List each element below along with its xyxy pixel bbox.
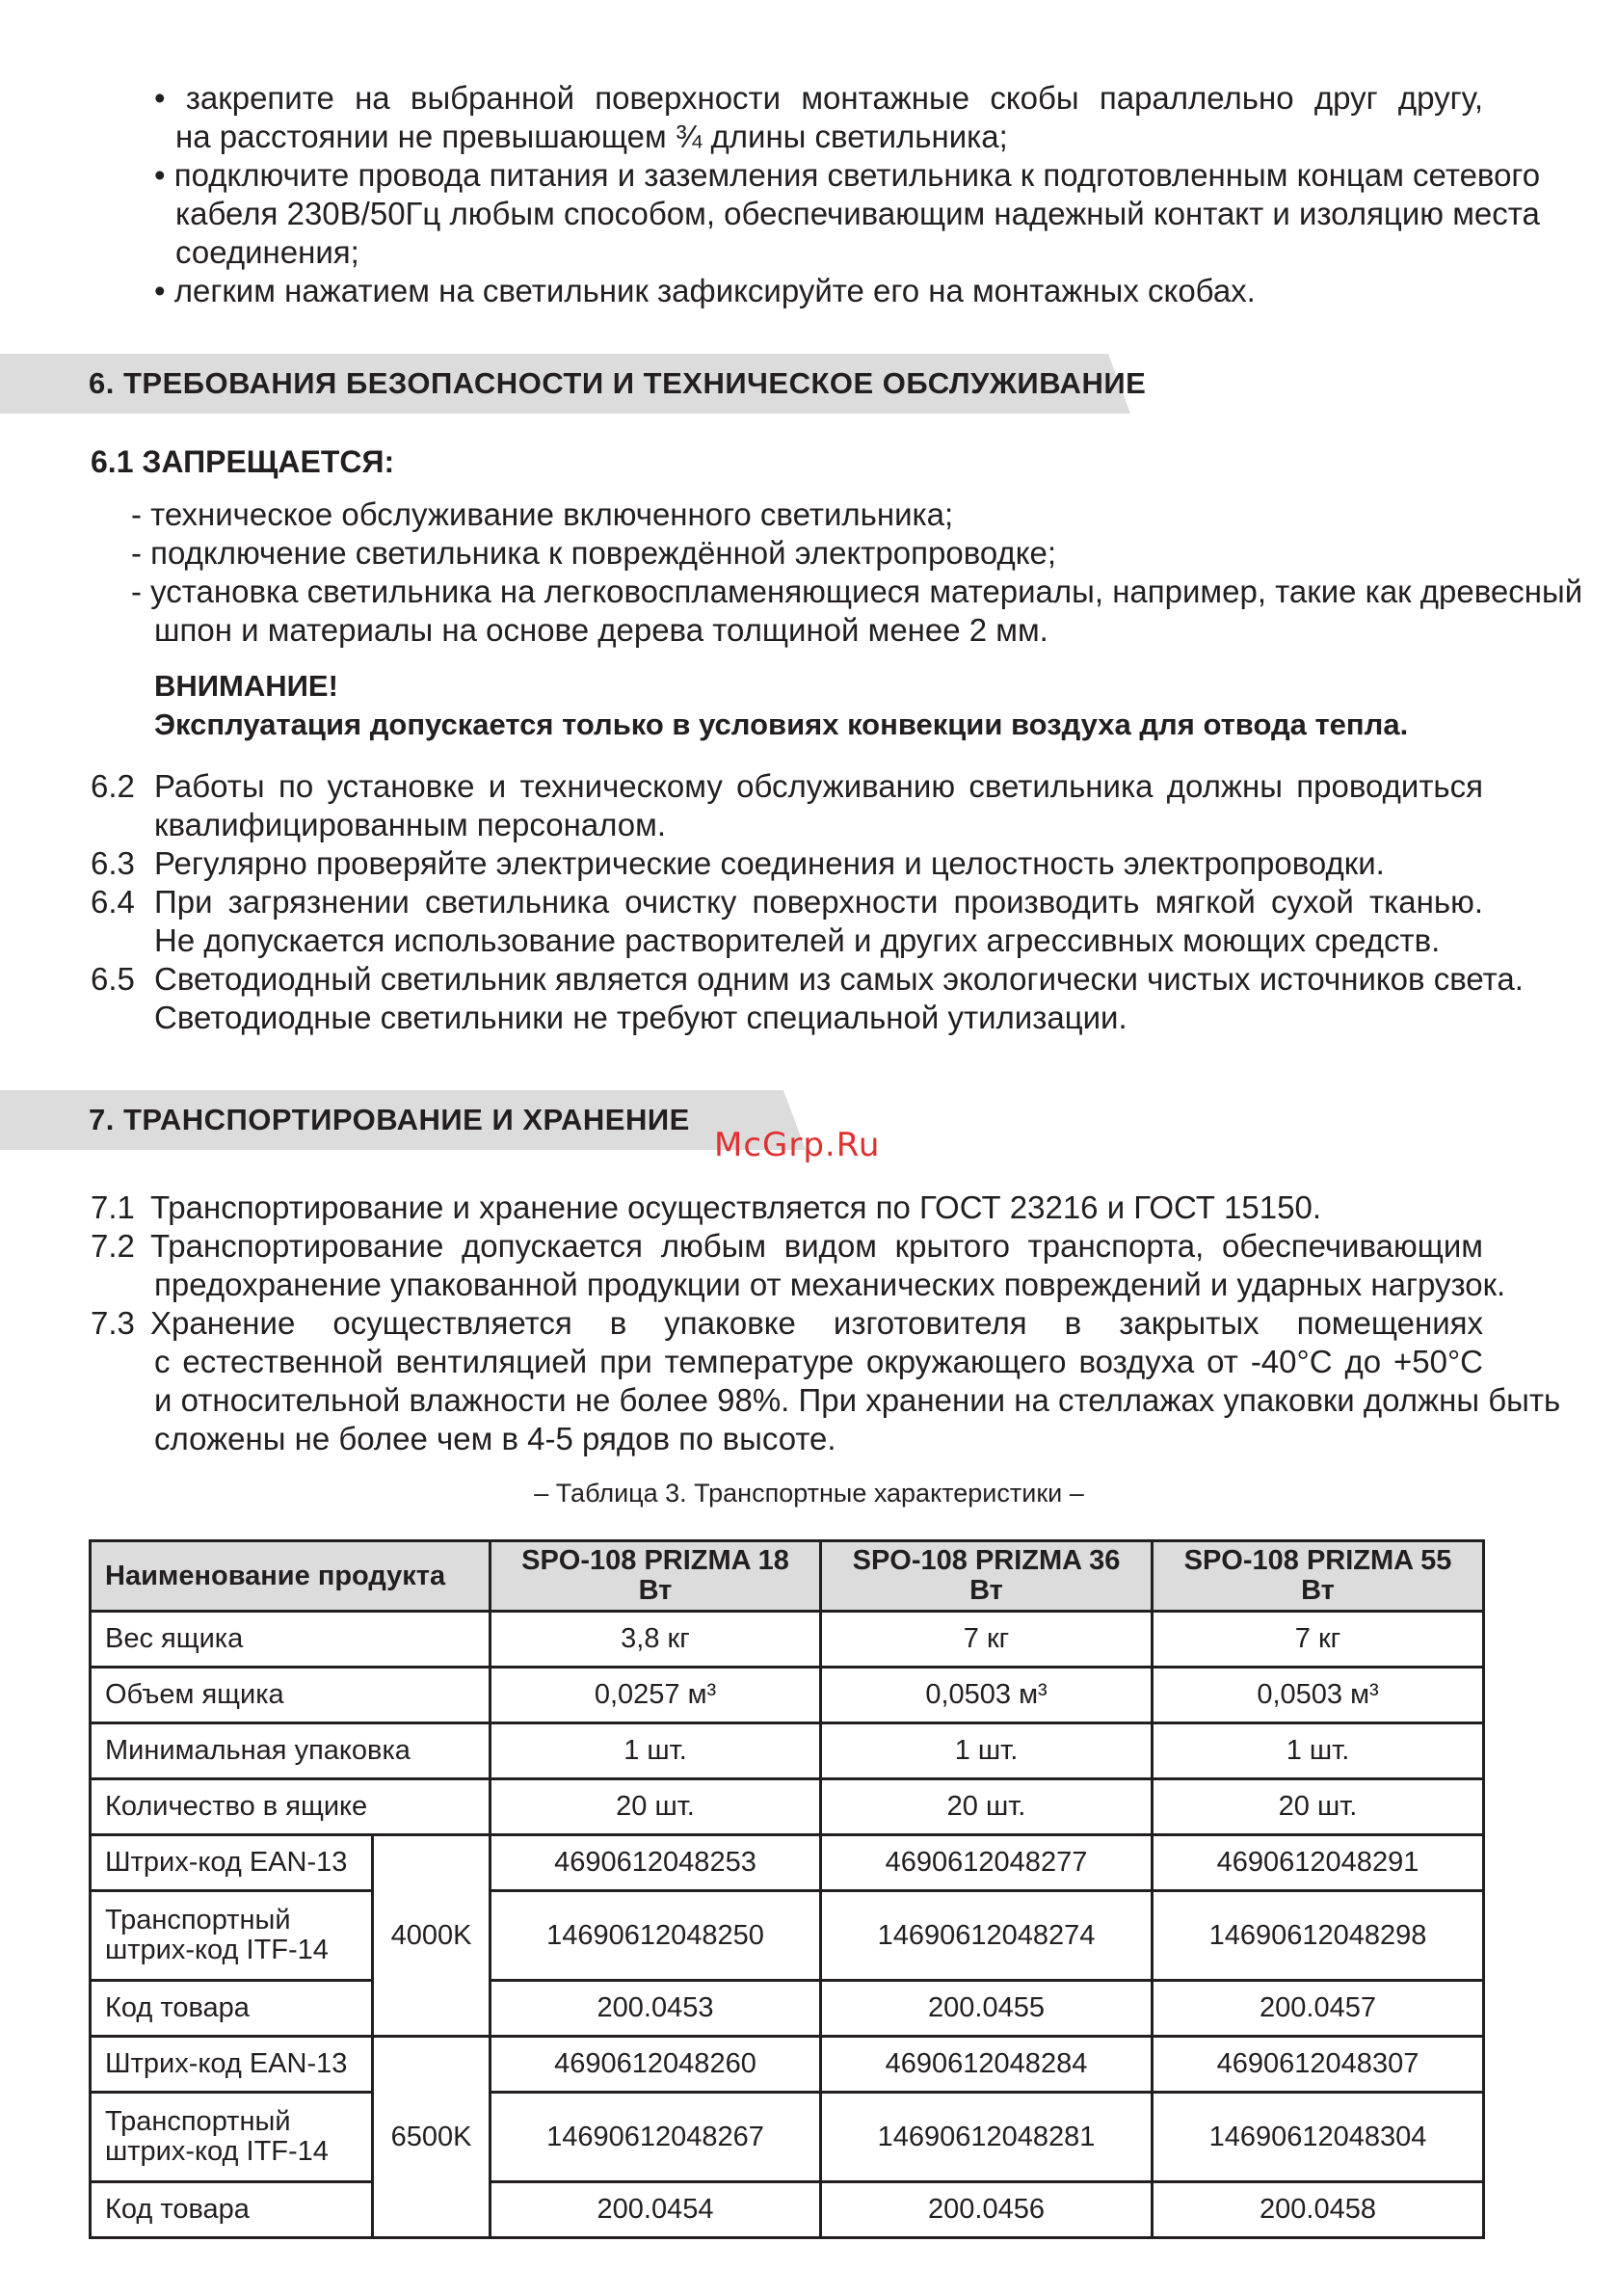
- item-6-5-text: Светодиодный светильник является одним из самых экологически чистых источников света.: [154, 961, 1524, 997]
- row-label: Объем ящика: [91, 1668, 491, 1723]
- cell: 4690612048260: [491, 2037, 821, 2093]
- prohibited-item-cont: шпон и материалы на основе дерева толщиной менее 2 мм.: [154, 612, 1048, 648]
- bullet-2-cont: [175, 195, 1540, 233]
- bullet-2-line-2: кабеля 230В/50Гц любым способом, обеспечивающим надежный контакт и изоляцию места: [175, 196, 1540, 231]
- row-label: Штрих-код EAN-13: [91, 2037, 373, 2093]
- table-row: [91, 1723, 1484, 1779]
- cell: 20 шт.: [821, 1779, 1153, 1835]
- cell: 7 кг: [1153, 1612, 1484, 1668]
- table-row: [91, 2093, 1484, 2182]
- bullet-2-line-1: • подключите провода питания и заземления светильника к подготовленным концам сетевого: [154, 157, 1541, 193]
- cell: 200.0455: [821, 1981, 1153, 2037]
- item-6-4-cont: Не допускается использование растворителей и других агрессивных моющих средств.: [154, 922, 1441, 958]
- warning-text: Эксплуатация допускается только в условиях конвекции воздуха для отвода тепла.: [154, 707, 1409, 741]
- cell: 20 шт.: [491, 1779, 821, 1835]
- item-6-4-text: При загрязнении светильника очистку поверхности производить мягкой сухой тканью.: [154, 884, 1483, 920]
- row-label: Минимальная упаковка: [91, 1723, 491, 1779]
- row-label: Количество в ящике: [91, 1779, 491, 1835]
- table-row: [91, 2182, 1484, 2238]
- cell: 3,8 кг: [491, 1612, 821, 1668]
- cell: 200.0458: [1153, 2182, 1484, 2238]
- table-row: [91, 1835, 1484, 1891]
- cell: 14690612048304: [1153, 2093, 1484, 2182]
- item-7-3-num: 7.3: [91, 1305, 135, 1341]
- bullet-1-cont: [175, 118, 1008, 156]
- item-6-4-num: 6.4: [91, 884, 135, 920]
- item-7-1-num: 7.1: [91, 1189, 135, 1225]
- prohibited-item-text: - установка светильника на легковоспламеняющиеся материалы, например, такие как древесный: [131, 574, 1583, 609]
- cell: 0,0503 м³: [1153, 1668, 1484, 1723]
- item-6-2-text: Работы по установке и техническому обслуживанию светильника должны проводиться: [154, 768, 1483, 804]
- cell: 14690612048281: [821, 2093, 1153, 2182]
- table-header-row: [91, 1541, 1484, 1612]
- item-7-3-cont: [154, 1343, 1483, 1381]
- cell: 1 шт.: [491, 1723, 821, 1779]
- item-7-3-cont: сложены не более чем в 4-5 рядов по высоте.: [154, 1421, 836, 1456]
- bullet-3: [154, 272, 1256, 310]
- transport-table: [89, 1539, 1485, 2239]
- bullet-2-cont-2: [175, 233, 359, 272]
- item-6-3-num: 6.3: [91, 845, 135, 881]
- header-product: Наименование продукта: [91, 1541, 491, 1612]
- item-7-3-cont: [154, 1381, 1561, 1420]
- table-row: [91, 2037, 1484, 2093]
- table-caption: – Таблица 3. Транспортные характеристики –: [534, 1479, 1084, 1508]
- section-7-title: 7. ТРАНСПОРТИРОВАНИЕ И ХРАНЕНИЕ: [89, 1103, 690, 1136]
- row-label: Код товара: [91, 2182, 373, 2238]
- cell: 4690612048277: [821, 1835, 1153, 1891]
- header-model-55: SPO-108 PRIZMA 55 Вт: [1153, 1541, 1484, 1612]
- cell: 4690612048307: [1153, 2037, 1484, 2093]
- cell: 20 шт.: [1153, 1779, 1484, 1835]
- cell: 14690612048250: [491, 1891, 821, 1981]
- cell: 200.0454: [491, 2182, 821, 2238]
- item-6-2-num: 6.2: [91, 768, 135, 804]
- cell: 1 шт.: [821, 1723, 1153, 1779]
- item-6-2-line: [154, 767, 1483, 806]
- bullet-1-line-1: • закрепите на выбранной поверхности монтажные скобы параллельно друг другу,: [154, 80, 1483, 116]
- bullet-1: [154, 79, 1483, 118]
- item-7-3-text-3: и относительной влажности не более 98%. При хранении на стеллажах упаковки должны быть: [154, 1382, 1561, 1418]
- row-label: Вес ящика: [91, 1612, 491, 1668]
- item-6-3-text: Регулярно проверяйте электрические соединения и целостность электропроводки.: [154, 845, 1385, 881]
- row-label: Транспортный штрих-код ITF-14: [91, 2093, 373, 2182]
- prohibited-item: [131, 573, 1583, 611]
- item-7-3-line: [150, 1304, 1483, 1343]
- item-7-2-line: [150, 1227, 1483, 1266]
- cell: 7 кг: [821, 1612, 1153, 1668]
- item-6-2-cont: квалифицированным персоналом.: [154, 807, 667, 842]
- table-row: [91, 1779, 1484, 1835]
- cell: 0,0503 м³: [821, 1668, 1153, 1723]
- cell: 14690612048274: [821, 1891, 1153, 1981]
- row-label: Транспортный штрих-код ITF-14: [91, 1891, 373, 1981]
- item-7-2-num: 7.2: [91, 1228, 135, 1264]
- cell: 4690612048291: [1153, 1835, 1484, 1891]
- bullet-2-line-3: соединения;: [175, 234, 359, 270]
- color-temp-6500: 6500K: [373, 2037, 491, 2238]
- item-6-5-num: 6.5: [91, 961, 135, 997]
- section-6-1-title: 6.1 ЗАПРЕЩАЕТСЯ:: [91, 444, 395, 479]
- cell: 200.0456: [821, 2182, 1153, 2238]
- cell: 200.0453: [491, 1981, 821, 2037]
- item-7-1-text: Транспортирование и хранение осуществляется по ГОСТ 23216 и ГОСТ 15150.: [150, 1189, 1321, 1225]
- header-model-18: SPO-108 PRIZMA 18 Вт: [491, 1541, 821, 1612]
- table-row: [91, 1891, 1484, 1981]
- row-label: Код товара: [91, 1981, 373, 2037]
- prohibited-item: - техническое обслуживание включенного светильника;: [131, 496, 954, 532]
- section-6-title: 6. ТРЕБОВАНИЯ БЕЗОПАСНОСТИ И ТЕХНИЧЕСКОЕ ОБСЛУЖИВАНИЕ: [89, 366, 1147, 400]
- header-model-36: SPO-108 PRIZMA 36 Вт: [821, 1541, 1153, 1612]
- bullet-2: [154, 156, 1541, 195]
- item-7-2-text-2: предохранение упакованной продукции от механических повреждений и ударных нагрузок.: [154, 1267, 1506, 1302]
- cell: 14690612048298: [1153, 1891, 1484, 1981]
- cell: 0,0257 м³: [491, 1668, 821, 1723]
- cell: 4690612048253: [491, 1835, 821, 1891]
- prohibited-item: - подключение светильника к повреждённой электропроводке;: [131, 535, 1057, 571]
- row-label: Штрих-код EAN-13: [91, 1835, 373, 1891]
- item-7-2-cont: [154, 1266, 1506, 1304]
- item-7-3-text-2: с естественной вентиляцией при температуре окружающего воздуха от -40°С до +50°С: [154, 1344, 1483, 1379]
- cell: 14690612048267: [491, 2093, 821, 2182]
- item-7-3-text: Хранение осуществляется в упаковке изготовителя в закрытых помещениях: [150, 1305, 1483, 1341]
- cell: 4690612048284: [821, 2037, 1153, 2093]
- table-row: [91, 1981, 1484, 2037]
- warning-title: ВНИМАНИЕ!: [154, 669, 338, 703]
- item-6-5-line: [154, 960, 1524, 999]
- bullet-1-line-2: на расстоянии не превышающем ¾ длины светильника;: [175, 119, 1008, 154]
- table-row: [91, 1612, 1484, 1668]
- cell: 200.0457: [1153, 1981, 1484, 2037]
- cell: 1 шт.: [1153, 1723, 1484, 1779]
- item-6-5-cont: Светодиодные светильники не требуют специальной утилизации.: [154, 1000, 1127, 1035]
- table-row: [91, 1668, 1484, 1723]
- color-temp-4000: 4000K: [373, 1835, 491, 2037]
- item-7-2-text: Транспортирование допускается любым видом крытого транспорта, обеспечивающим: [150, 1228, 1483, 1264]
- bullet-3-line-1: • легким нажатием на светильник зафиксируйте его на монтажных скобах.: [154, 273, 1256, 308]
- item-6-4-line: [154, 883, 1483, 921]
- watermark: McGrp.Ru: [714, 1126, 881, 1164]
